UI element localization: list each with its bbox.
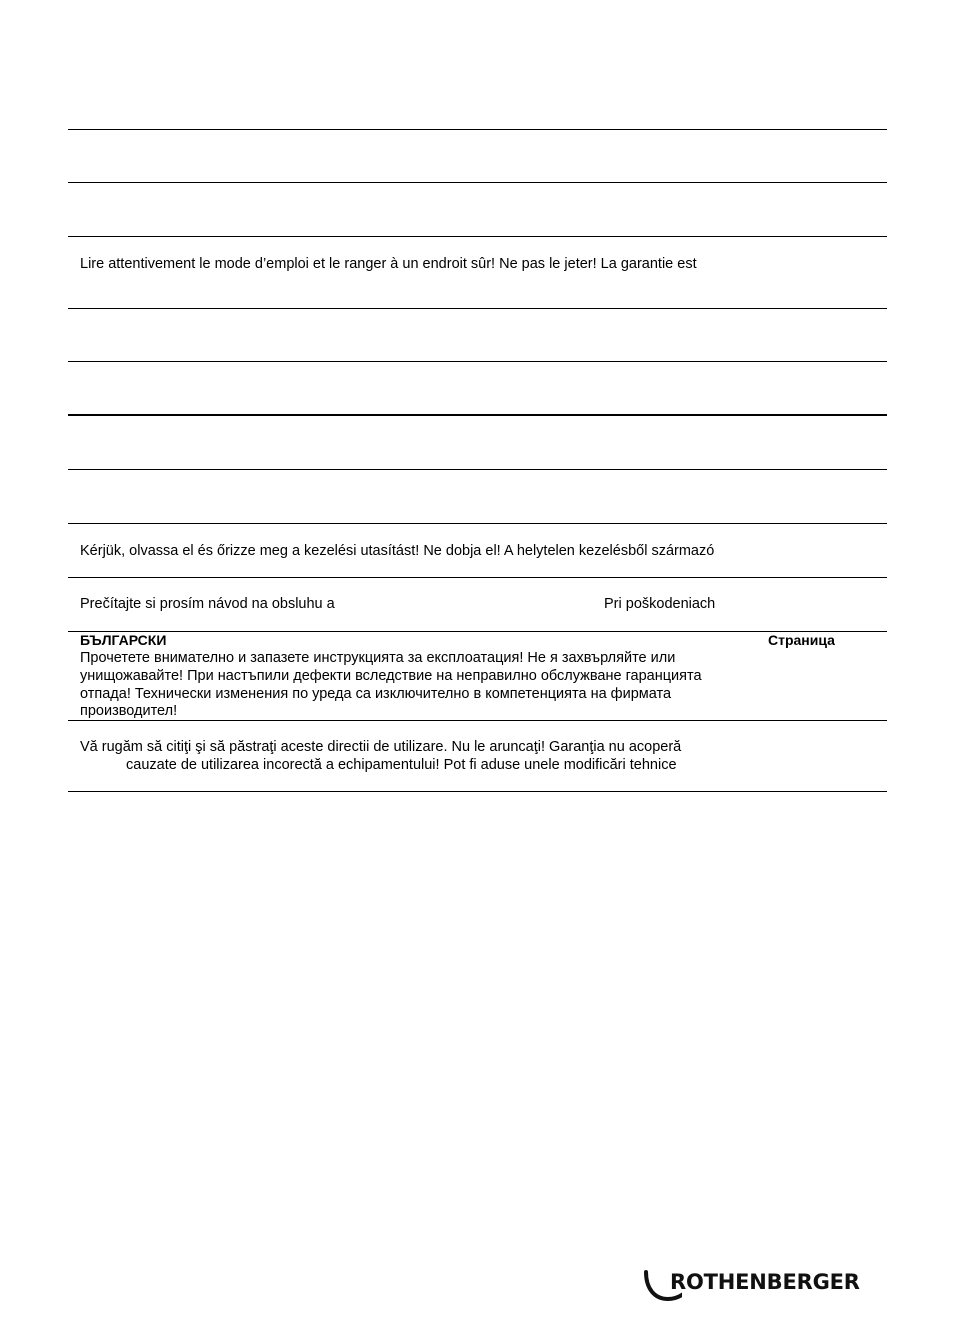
slovak-entry-text-right: Pri poškodeniach <box>604 596 716 612</box>
divider <box>68 791 887 792</box>
divider <box>68 720 887 721</box>
bulgarian-line: унищожавайте! При настъпили дефекти вследствие на неправилно обслужване гаранцията <box>80 668 702 684</box>
bulgarian-line: отпада! Технически изменения по уреда са изключително в компетенцията на фирмата <box>80 686 672 702</box>
bulgarian-page-label: Страница <box>768 632 835 648</box>
romanian-line: cauzate de utilizarea incorectă a echipamentului! Pot fi aduse unele modificări tehnice <box>126 757 677 773</box>
bulgarian-line: Прочетете внимателно и запазете инструкцията за експлоатация! Не я захвърляйте или <box>80 650 676 666</box>
divider <box>68 523 887 524</box>
hungarian-entry-text: Kérjük, olvassa el és őrizze meg a kezelési utasítást! Ne dobja el! A helytelen kezelésből származó <box>80 543 715 559</box>
divider <box>68 308 887 309</box>
divider <box>68 631 887 632</box>
slovak-entry-text: Prečítajte si prosím návod na obsluhu a <box>80 596 335 612</box>
divider <box>68 361 887 362</box>
divider <box>68 414 887 416</box>
romanian-line: Vă rugăm să citiţi şi să păstraţi aceste directii de utilizare. Nu le aruncaţi! Garanţia nu acoperă <box>80 739 682 755</box>
bulgarian-heading: БЪЛГАРСКИ <box>80 632 167 648</box>
rothenberger-logo <box>642 1268 882 1304</box>
divider <box>68 469 887 470</box>
divider <box>68 182 887 183</box>
bulgarian-line: производител! <box>80 703 178 719</box>
french-entry-text: Lire attentivement le mode d’emploi et le ranger à un endroit sûr! Ne pas le jeter! La garantie est <box>80 256 697 272</box>
divider <box>68 129 887 130</box>
logo-wordmark: ROTHENBERGER <box>670 1270 860 1294</box>
divider <box>68 236 887 237</box>
divider <box>68 577 887 578</box>
